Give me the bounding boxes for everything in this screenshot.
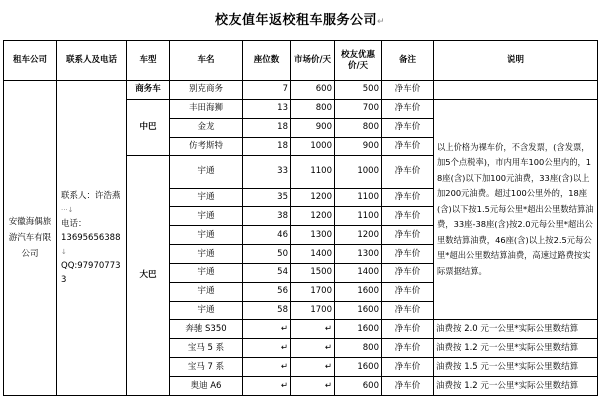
car-alumni-price: 1600	[335, 282, 382, 301]
car-market-price: 1200	[291, 188, 335, 207]
car-name: 宇通	[170, 188, 243, 207]
header-contact: 联系人及电话	[57, 41, 127, 81]
car-alumni-price: 800	[335, 339, 382, 358]
car-alumni-price: 1000	[335, 156, 382, 188]
car-remark: 净车价	[382, 137, 434, 156]
car-remark: 净车价	[382, 99, 434, 118]
car-remark: 净车价	[382, 320, 434, 339]
car-name: 宇通	[170, 207, 243, 226]
car-remark: 净车价	[382, 263, 434, 282]
car-name: 别克商务	[170, 81, 243, 100]
car-seats-mark: ↵	[243, 320, 291, 339]
note-empty	[434, 81, 598, 100]
car-seats: 54	[243, 263, 291, 282]
header-seats: 座位数	[243, 41, 291, 81]
car-name: 宇通	[170, 282, 243, 301]
car-alumni-price: 1100	[335, 188, 382, 207]
car-note: 油费按 1.2 元一公里*实际公里数结算	[434, 339, 598, 358]
car-alumni-price: 1600	[335, 320, 382, 339]
car-seats: 18	[243, 137, 291, 156]
car-alumni-price: 1600	[335, 301, 382, 320]
car-alumni-price: 1600	[335, 358, 382, 377]
car-market-price: ↵	[291, 377, 335, 396]
car-market-price: 1200	[291, 207, 335, 226]
car-remark: 净车价	[382, 282, 434, 301]
company-name: 安徽海偶旅游汽车有限公司	[4, 81, 57, 396]
car-remark: 净车价	[382, 118, 434, 137]
car-seats: 33	[243, 156, 291, 188]
car-remark: 净车价	[382, 245, 434, 264]
car-market-price: 1500	[291, 263, 335, 282]
header-market-price: 市场价/天	[291, 41, 335, 81]
car-remark: 净车价	[382, 301, 434, 320]
car-name: 丰田海狮	[170, 99, 243, 118]
car-name: 金龙	[170, 118, 243, 137]
car-name: 宇通	[170, 263, 243, 282]
car-market-price: 800	[291, 99, 335, 118]
car-seats: 13	[243, 99, 291, 118]
car-market-price: 900	[291, 118, 335, 137]
contact-person: 联系人：许浩燕	[61, 191, 121, 201]
car-seats: 38	[243, 207, 291, 226]
car-seats: 58	[243, 301, 291, 320]
contact-phone-label: 电话：	[61, 219, 87, 229]
header-note: 说明	[434, 41, 598, 81]
header-row	[4, 41, 598, 81]
car-alumni-price: 600	[335, 377, 382, 396]
car-name: 宇通	[170, 226, 243, 245]
car-remark: 净车价	[382, 207, 434, 226]
car-market-price: ↵	[291, 320, 335, 339]
car-market-price: 600	[291, 81, 335, 100]
car-name: 奔驰 S350	[170, 320, 243, 339]
car-alumni-price: 900	[335, 137, 382, 156]
car-market-price: 1700	[291, 282, 335, 301]
car-market-price: 1000	[291, 137, 335, 156]
header-company: 租车公司	[4, 41, 57, 81]
car-seats: 50	[243, 245, 291, 264]
car-remark: 净车价	[382, 226, 434, 245]
type-large: 大巴	[127, 156, 170, 396]
car-seats-mark: ↵	[243, 358, 291, 377]
car-alumni-price: 1100	[335, 207, 382, 226]
car-seats: 46	[243, 226, 291, 245]
car-alumni-price: 1400	[335, 263, 382, 282]
car-market-price: 1400	[291, 245, 335, 264]
header-alumni-price: 校友优惠价/天	[335, 41, 382, 81]
car-remark: 净车价	[382, 81, 434, 100]
car-name: 宇通	[170, 156, 243, 188]
car-remark: 净车价	[382, 377, 434, 396]
car-name: 奥迪 A6	[170, 377, 243, 396]
car-market-price: ↵	[291, 339, 335, 358]
car-market-price: 1100	[291, 156, 335, 188]
car-name: 仿考斯特	[170, 137, 243, 156]
car-market-price: ↵	[291, 358, 335, 377]
car-name: 宝马 5 系	[170, 339, 243, 358]
car-remark: 净车价	[382, 339, 434, 358]
header-remark: 备注	[382, 41, 434, 81]
car-remark: 净车价	[382, 358, 434, 377]
header-type: 车型	[127, 41, 170, 81]
car-seats: 7	[243, 81, 291, 100]
contact-info: 联系人：许浩燕···↓ 电话： 13695656388↓ QQ:979707733	[57, 81, 127, 396]
car-name: 宇通	[170, 301, 243, 320]
car-remark: 净车价	[382, 188, 434, 207]
car-alumni-price: 1300	[335, 245, 382, 264]
car-seats: 18	[243, 118, 291, 137]
car-name: 宝马 7 系	[170, 358, 243, 377]
car-alumni-price: 800	[335, 118, 382, 137]
car-remark: 净车价	[382, 156, 434, 188]
page-title: 校友值年返校租车服务公司↵	[214, 13, 386, 28]
table-row	[4, 81, 598, 100]
car-alumni-price: 500	[335, 81, 382, 100]
car-note: 油费按 2.0 元一公里*实际公里数结算	[434, 320, 598, 339]
type-business: 商务车	[127, 81, 170, 100]
car-seats-mark: ↵	[243, 339, 291, 358]
header-name: 车名	[170, 41, 243, 81]
car-seats-mark: ↵	[243, 377, 291, 396]
car-note: 油费按 1.2 元一公里*实际公里数结算	[434, 377, 598, 396]
rental-price-table	[3, 40, 598, 396]
car-market-price: 1300	[291, 226, 335, 245]
car-alumni-price: 700	[335, 99, 382, 118]
car-note: 油费按 1.5 元一公里*实际公里数结算	[434, 358, 598, 377]
car-market-price: 1700	[291, 301, 335, 320]
type-medium: 中巴	[127, 99, 170, 156]
car-alumni-price: 1200	[335, 226, 382, 245]
car-seats: 35	[243, 188, 291, 207]
car-name: 宇通	[170, 245, 243, 264]
contact-qq: QQ:979707733	[61, 261, 121, 285]
car-seats: 56	[243, 282, 291, 301]
contact-phone: 13695656388	[61, 233, 121, 243]
price-note: 以上价格为裸车价，不含发票，(含发票，加5个点税率)，市内用车100公里内的，18座(含)以下加100元油费，33座(含)以上加200元油费。超过100公里外的，18座(含)以下按1.5元每公里*超出公里数结算油费，33座-38座(含)按2.0元每公里*超出公里数结算油费，46座(含)以上按2.5元每公里*超出公里数结算油费，高速过路费按实际票据结算。	[434, 99, 598, 320]
